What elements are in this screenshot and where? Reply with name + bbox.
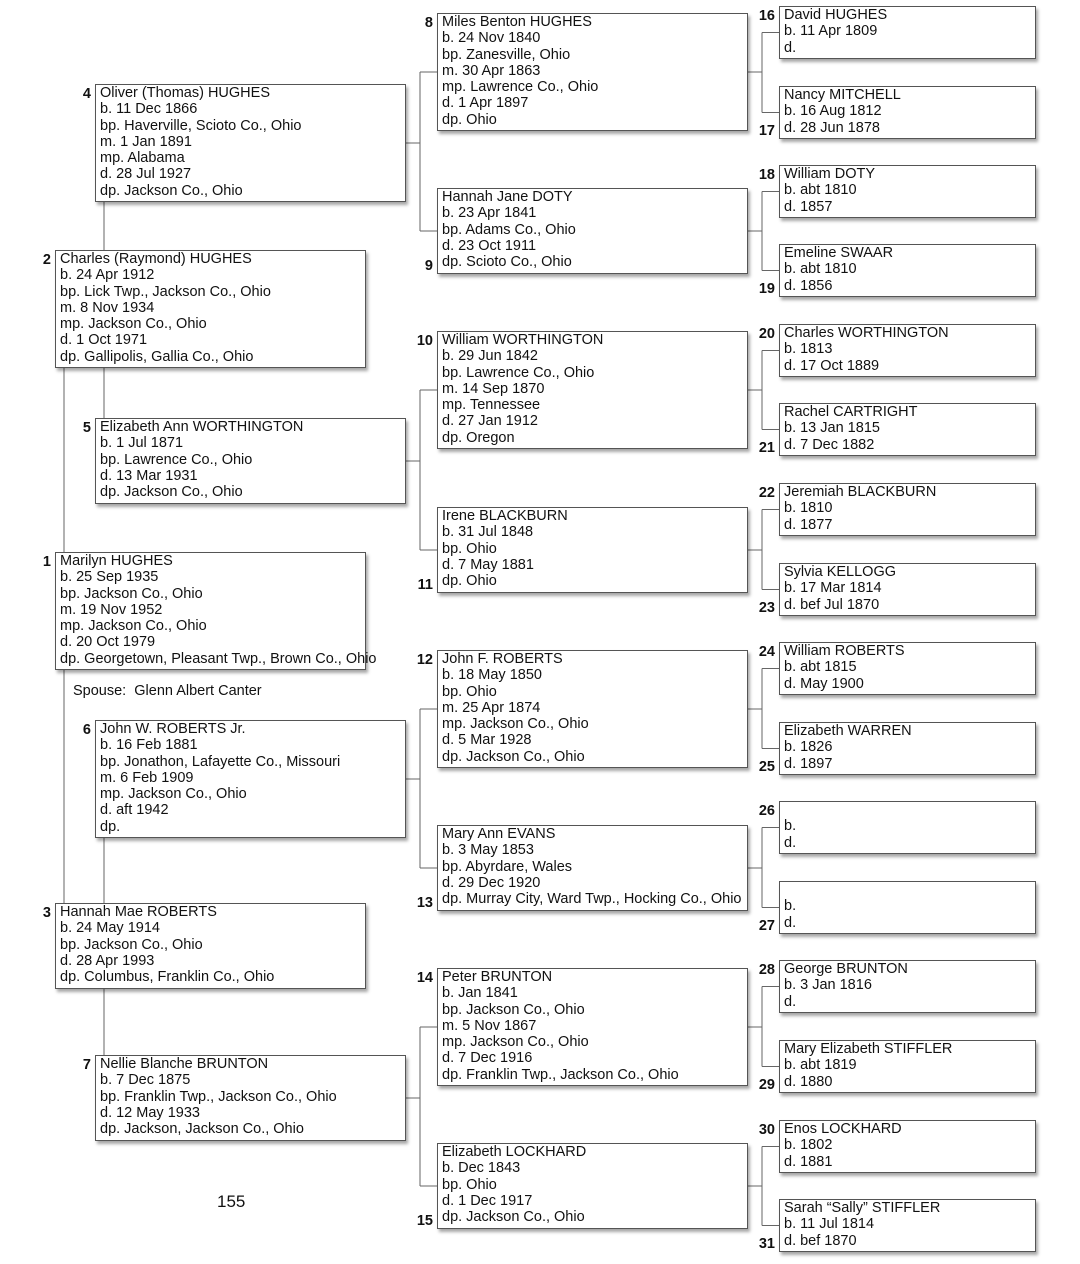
person-fact: bp. Haverville, Scioto Co., Ohio <box>100 117 302 134</box>
person-number: 6 <box>82 722 91 738</box>
person-name: Rachel CARTRIGHT <box>784 404 918 420</box>
person-fact: b. 16 Feb 1881 <box>100 737 198 754</box>
person-box-3 <box>55 903 366 989</box>
person-number: 31 <box>758 1236 775 1252</box>
person-fact: bp. Jackson Co., Ohio <box>60 936 203 953</box>
person-fact: d. 20 Oct 1979 <box>60 634 156 651</box>
person-name: Mary Ann EVANS <box>442 826 556 842</box>
person-name: Nancy MITCHELL <box>784 87 901 103</box>
person-fact: dp. Jackson Co., Ohio <box>442 748 585 765</box>
person-box-17 <box>779 86 1036 139</box>
page-number: 155 <box>217 1192 246 1211</box>
person-fact: b. 3 May 1853 <box>442 842 534 859</box>
person-fact: b. 17 Mar 1814 <box>784 580 882 597</box>
person-name: Peter BRUNTON <box>442 969 553 985</box>
person-name: Sarah “Sally” STIFFLER <box>784 1200 941 1216</box>
person-fact: b. 3 Jan 1816 <box>784 977 872 994</box>
person-fact: b. 29 Jun 1842 <box>442 348 538 365</box>
person-box-16 <box>779 6 1036 59</box>
person-fact: dp. Jackson Co., Ohio <box>100 484 243 501</box>
person-fact: bp. Ohio <box>442 540 497 557</box>
person-name: Elizabeth WARREN <box>784 723 912 739</box>
person-number: 17 <box>758 123 775 139</box>
person-fact: b. 11 Apr 1809 <box>784 23 878 40</box>
person-fact: dp. <box>100 818 121 835</box>
person-name: William WORTHINGTON <box>442 332 604 348</box>
person-number: 5 <box>82 420 91 436</box>
person-fact: b. Dec 1843 <box>442 1160 521 1177</box>
person-box-13 <box>437 825 748 911</box>
person-box-15 <box>437 1143 748 1229</box>
person-fact: d. 1857 <box>784 198 833 215</box>
person-fact: d. 1 Oct 1971 <box>60 332 148 349</box>
person-fact: d. 5 Mar 1928 <box>442 732 532 749</box>
person-fact: b. 24 Nov 1840 <box>442 30 541 47</box>
person-box-12 <box>437 650 748 768</box>
person-fact: b. 24 Apr 1912 <box>60 267 155 284</box>
person-number: 29 <box>758 1077 775 1093</box>
person-name <box>784 882 1031 898</box>
person-name: Charles (Raymond) HUGHES <box>60 251 252 267</box>
person-fact: d. 28 Apr 1993 <box>60 952 155 969</box>
person-fact: bp. Abyrdare, Wales <box>442 858 573 875</box>
person-box-25 <box>779 722 1036 775</box>
person-fact: b. 24 May 1914 <box>60 920 160 937</box>
person-fact: d. bef 1870 <box>784 1232 857 1249</box>
person-name: Irene BLACKBURN <box>442 508 568 524</box>
person-fact: m. 25 Apr 1874 <box>442 699 541 716</box>
person-name: Miles Benton HUGHES <box>442 14 592 30</box>
person-fact: bp. Jackson Co., Ohio <box>60 585 203 602</box>
person-fact: dp. Gallipolis, Gallia Co., Ohio <box>60 348 254 365</box>
person-box-30 <box>779 1120 1036 1173</box>
person-box-20 <box>779 324 1036 377</box>
person-fact: m. 14 Sep 1870 <box>442 380 545 397</box>
person-name: Elizabeth Ann WORTHINGTON <box>100 419 304 435</box>
person-fact: b. 25 Sep 1935 <box>60 569 159 586</box>
person-number: 16 <box>758 8 775 24</box>
spouse-label: Spouse: <box>73 683 127 699</box>
person-fact: b. <box>784 898 797 915</box>
person-box-23 <box>779 563 1036 616</box>
person-fact: dp. Scioto Co., Ohio <box>442 254 572 271</box>
person-name: John F. ROBERTS <box>442 651 563 667</box>
person-name: William ROBERTS <box>784 643 905 659</box>
person-box-27 <box>779 881 1036 934</box>
person-fact: b. 13 Jan 1815 <box>784 420 880 437</box>
person-fact: b. 1 Jul 1871 <box>100 435 184 452</box>
spouse-line <box>73 683 262 699</box>
person-fact: b. abt 1810 <box>784 261 857 278</box>
person-fact: d. 1897 <box>784 755 833 772</box>
person-fact: d. 28 Jun 1878 <box>784 119 880 136</box>
person-box-14 <box>437 968 748 1086</box>
person-box-26 <box>779 801 1036 854</box>
person-fact: b. 16 Aug 1812 <box>784 103 882 120</box>
person-name: Sylvia KELLOGG <box>784 564 897 580</box>
person-fact: b. 1810 <box>784 500 833 517</box>
person-fact: d. 1880 <box>784 1073 833 1090</box>
person-box-2 <box>55 250 366 368</box>
person-fact: d. 1 Dec 1917 <box>442 1192 533 1209</box>
person-fact: d. 1877 <box>784 516 833 533</box>
person-fact: d. May 1900 <box>784 675 864 692</box>
person-number: 4 <box>82 86 91 102</box>
person-fact: d. 7 Dec 1882 <box>784 436 875 453</box>
person-number: 24 <box>758 644 775 660</box>
person-fact: m. 5 Nov 1867 <box>442 1017 537 1034</box>
person-fact: b. 1813 <box>784 341 833 358</box>
person-name: Nellie Blanche BRUNTON <box>100 1056 269 1072</box>
person-box-31 <box>779 1199 1036 1252</box>
person-number: 13 <box>416 895 433 911</box>
person-number: 15 <box>416 1213 433 1229</box>
person-name: Oliver (Thomas) HUGHES <box>100 85 270 101</box>
person-box-6 <box>95 720 406 838</box>
person-fact: bp. Lawrence Co., Ohio <box>100 451 253 468</box>
person-fact: d. 7 May 1881 <box>442 556 534 573</box>
person-box-24 <box>779 642 1036 695</box>
person-name: Enos LOCKHARD <box>784 1121 902 1137</box>
person-fact: bp. Ohio <box>442 1176 497 1193</box>
person-fact: dp. Columbus, Franklin Co., Ohio <box>60 969 275 986</box>
person-fact: d. <box>784 993 797 1010</box>
person-box-21 <box>779 403 1036 456</box>
person-number: 27 <box>758 918 775 934</box>
person-fact: d. 13 Mar 1931 <box>100 467 198 484</box>
person-fact: d. bef Jul 1870 <box>784 596 880 613</box>
person-box-10 <box>437 331 748 449</box>
person-fact: mp. Jackson Co., Ohio <box>100 786 247 803</box>
person-number: 20 <box>758 326 775 342</box>
person-number: 9 <box>424 258 433 274</box>
person-box-29 <box>779 1040 1036 1093</box>
person-fact: m. 6 Feb 1909 <box>100 769 194 786</box>
person-number: 23 <box>758 600 775 616</box>
person-fact: b. abt 1815 <box>784 659 857 676</box>
person-fact: d. 28 Jul 1927 <box>100 166 192 183</box>
person-name: David HUGHES <box>784 7 888 23</box>
person-number: 7 <box>82 1057 91 1073</box>
person-fact: dp. Ohio <box>442 111 497 128</box>
person-name <box>784 802 1031 818</box>
person-box-1 <box>55 552 377 670</box>
person-fact: m. 1 Jan 1891 <box>100 133 192 150</box>
person-fact: b. 31 Jul 1848 <box>442 524 534 541</box>
person-fact: m. 19 Nov 1952 <box>60 601 163 618</box>
person-name: John W. ROBERTS Jr. <box>100 721 246 737</box>
person-box-28 <box>779 960 1036 1013</box>
person-name: Charles WORTHINGTON <box>784 325 949 341</box>
person-fact: d. 29 Dec 1920 <box>442 874 541 891</box>
person-number: 1 <box>42 554 51 570</box>
person-fact: b. <box>784 818 797 835</box>
person-fact: bp. Zanesville, Ohio <box>442 46 571 63</box>
person-fact: b. 1802 <box>784 1137 833 1154</box>
person-box-19 <box>779 244 1036 297</box>
person-fact: dp. Oregon <box>442 429 515 446</box>
person-fact: d. 17 Oct 1889 <box>784 357 880 374</box>
person-fact: d. 1881 <box>784 1153 833 1170</box>
person-fact: d. 1 Apr 1897 <box>442 95 529 112</box>
person-fact: dp. Jackson Co., Ohio <box>100 182 243 199</box>
person-box-8 <box>437 13 748 131</box>
person-fact: b. Jan 1841 <box>442 985 518 1002</box>
person-fact: dp. Murray City, Ward Twp., Hocking Co., Ohio <box>442 891 742 908</box>
person-number: 22 <box>758 485 775 501</box>
person-fact: dp. Jackson Co., Ohio <box>442 1209 585 1226</box>
person-number: 28 <box>758 962 775 978</box>
person-fact: d. 7 Dec 1916 <box>442 1050 533 1067</box>
person-fact: mp. Tennessee <box>442 397 541 414</box>
person-fact: mp. Alabama <box>100 150 185 167</box>
person-number: 18 <box>758 167 775 183</box>
person-fact: m. 30 Apr 1863 <box>442 62 541 79</box>
person-fact: bp. Lawrence Co., Ohio <box>442 364 595 381</box>
person-fact: b. 18 May 1850 <box>442 667 542 684</box>
person-fact: b. 7 Dec 1875 <box>100 1072 191 1089</box>
person-fact: mp. Jackson Co., Ohio <box>442 716 589 733</box>
person-fact: b. 23 Apr 1841 <box>442 205 537 222</box>
person-number: 19 <box>758 281 775 297</box>
person-box-11 <box>437 507 748 593</box>
person-name: Hannah Jane DOTY <box>442 189 573 205</box>
person-fact: d. 23 Oct 1911 <box>442 237 537 254</box>
person-fact: b. 11 Dec 1866 <box>100 101 198 118</box>
person-fact: m. 8 Nov 1934 <box>60 299 155 316</box>
person-fact: b. 1826 <box>784 739 833 756</box>
person-fact: b. abt 1810 <box>784 182 857 199</box>
person-fact: bp. Jackson Co., Ohio <box>442 1001 585 1018</box>
person-number: 3 <box>42 905 51 921</box>
person-fact: d. 27 Jan 1912 <box>442 413 538 430</box>
person-fact: bp. Franklin Twp., Jackson Co., Ohio <box>100 1088 337 1105</box>
person-fact: dp. Georgetown, Pleasant Twp., Brown Co., Ohio <box>60 650 377 667</box>
person-fact: dp. Ohio <box>442 573 497 590</box>
person-number: 25 <box>758 759 775 775</box>
person-box-4 <box>95 84 406 202</box>
person-fact: d. <box>784 914 797 931</box>
person-fact: d. <box>784 39 797 56</box>
person-name: Marilyn HUGHES <box>60 553 173 569</box>
person-name: Hannah Mae ROBERTS <box>60 904 217 920</box>
person-name: Elizabeth LOCKHARD <box>442 1144 587 1160</box>
person-fact: d. <box>784 834 797 851</box>
person-number: 21 <box>758 440 775 456</box>
person-box-9 <box>437 188 748 274</box>
person-fact: d. aft 1942 <box>100 802 169 819</box>
person-name: Jeremiah BLACKBURN <box>784 484 937 500</box>
person-fact: mp. Jackson Co., Ohio <box>442 1034 589 1051</box>
person-number: 11 <box>417 577 433 593</box>
person-fact: mp. Jackson Co., Ohio <box>60 316 207 333</box>
person-fact: d. 1856 <box>784 277 833 294</box>
person-box-5 <box>95 418 406 504</box>
person-number: 30 <box>758 1122 775 1138</box>
person-fact: mp. Jackson Co., Ohio <box>60 618 207 635</box>
person-fact: bp. Ohio <box>442 683 497 700</box>
spouse-name: Glenn Albert Canter <box>134 683 262 699</box>
person-box-7 <box>95 1055 406 1141</box>
person-fact: mp. Lawrence Co., Ohio <box>442 79 599 96</box>
person-fact: dp. Jackson, Jackson Co., Ohio <box>100 1121 304 1138</box>
person-fact: bp. Adams Co., Ohio <box>442 221 576 238</box>
person-fact: d. 12 May 1933 <box>100 1104 200 1121</box>
person-number: 2 <box>42 252 51 268</box>
person-name: George BRUNTON <box>784 961 908 977</box>
person-number: 10 <box>416 333 433 349</box>
person-number: 8 <box>424 15 433 31</box>
person-fact: b. abt 1819 <box>784 1057 857 1074</box>
person-box-22 <box>779 483 1036 536</box>
person-name: William DOTY <box>784 166 876 182</box>
person-number: 12 <box>416 652 433 668</box>
person-name: Mary Elizabeth STIFFLER <box>784 1041 953 1057</box>
person-fact: bp. Lick Twp., Jackson Co., Ohio <box>60 283 271 300</box>
person-fact: bp. Jonathon, Lafayette Co., Missouri <box>100 753 341 770</box>
person-fact: dp. Franklin Twp., Jackson Co., Ohio <box>442 1066 679 1083</box>
person-number: 26 <box>758 803 775 819</box>
person-name: Emeline SWAAR <box>784 245 894 261</box>
person-number: 14 <box>416 970 433 986</box>
person-box-18 <box>779 165 1036 218</box>
person-fact: b. 11 Jul 1814 <box>784 1216 875 1233</box>
